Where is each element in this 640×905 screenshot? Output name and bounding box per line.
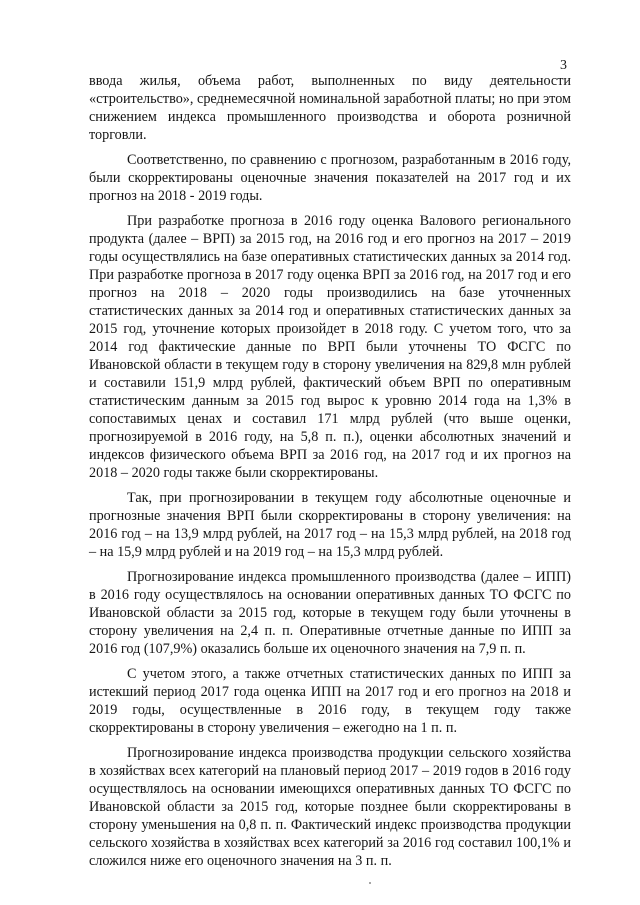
paragraph-continuation: ввода жилья, объема работ, выполненных по виду деятельности «строительство», среднемесячной номинальной заработной платы; но при этом снижением индекса промышленного производства и оборота розничной торговли. [89,73,571,143]
paragraph-industrial-index: Прогнозирование индекса промышленного производства (далее – ИПП) в 2016 году осуществлялось на основании оперативных данных ТО ФСГС по Ивановской области за 2015 год, которые в текущем году были уточнены в сторону увеличения на 2,4 п. п. Оперативные отчетные данные по ИПП за 2016 год (107,9%) оказались больше их оценочного значения на 7,9 п. п. [89,569,571,657]
paragraph-forecast-correction: Соответственно, по сравнению с прогнозом, разработанным в 2016 году, были скорректированы оценочные значения показателей на 2017 год и их прогноз на 2018 - 2019 годы. [89,152,571,204]
page-number: 3 [560,58,567,73]
document-body [89,72,571,870]
paragraph-grp-adjustments: Так, при прогнозировании в текущем году абсолютные оценочные и прогнозные значения ВРП были скорректированы в сторону увеличения: на 2016 год – на 13,9 млрд рублей, на 2017 год – на 15,3 млрд рублей, на 2018 год – на 15,9 млрд рублей и на 2019 год – на 15,3 млрд рублей. [89,490,571,560]
paragraph-grp-forecast: При разработке прогноза в 2016 году оценка Валового регионального продукта (далее – ВРП) за 2015 год, на 2016 год и его прогноз на 2017 – 2019 годы осуществлялись на базе оперативных статистических данных за 2014 год. При разработке прогноза в 2017 году оценка ВРП за 2016 год, на 2017 год и его прогноз на 2018 – 2020 годы производились на базе уточненных статистических данных за 2014 год и оперативных статистических данных за 2015 год, уточнение которых произойдет в 2018 году. С учетом того, что за 2014 год фактические данные по ВРП были уточнены ТО ФСГС по Ивановской области в текущем году в сторону увеличения на 829,8 млн рублей и составили 151,9 млрд рублей, фактический объем ВРП по оперативным статистическим данным за 2015 год вырос к уровню 2014 года на 1,3% в сопоставимых ценах и составил 171 млрд рублей (что выше оценки, прогнозируемой в 2016 году, на 5,8 п. п.), оценки абсолютных значений и индексов физического объема ВРП за 2016 год, на 2017 год и их прогноз на 2018 – 2020 годы также были скорректированы. [89,213,571,481]
scan-dot [369,882,371,884]
paragraph-agriculture-index: Прогнозирование индекса производства продукции сельского хозяйства в хозяйствах всех категорий на плановый период 2017 – 2019 годов в 2016 году осуществлялось на основании имеющихся оперативных данных ТО ФСГС по Ивановской области за 2015 год, которые позднее были скорректированы в сторону уменьшения на 0,8 п. п. Фактический индекс производства продукции сельского хозяйства в хозяйствах всех категорий за 2016 год составил 100,1% и сложился ниже его оценочного значения на 3 п. п. [89,745,571,869]
paragraph-industrial-forecast: С учетом этого, а также отчетных статистических данных по ИПП за истекший период 2017 года оценка ИПП на 2017 год и его прогноз на 2018 и 2019 годы, осуществленные в 2016 году, в текущем году также скорректированы в сторону увеличения – ежегодно на 1 п. п. [89,666,571,736]
